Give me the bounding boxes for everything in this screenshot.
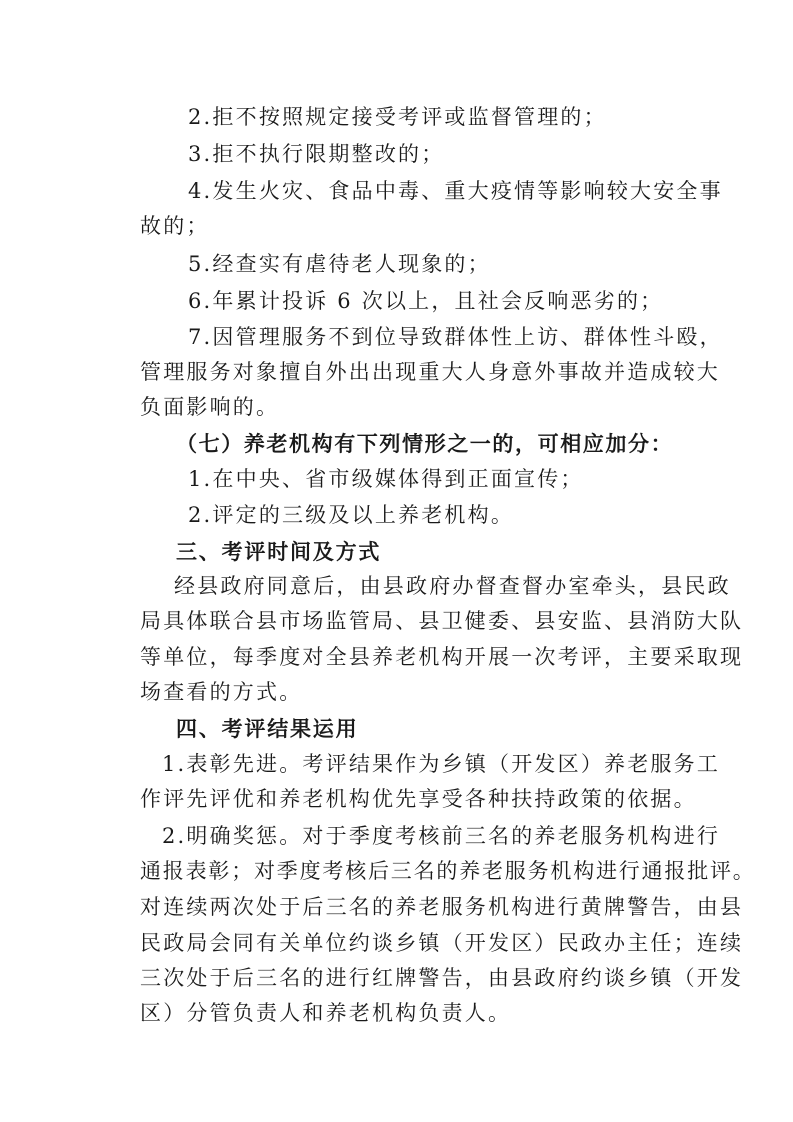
item-4-continuation: 故的； [140,214,210,238]
section-3-paragraph-line-2: 局具体联合县市场监管局、县卫健委、县安监、县消防大队 [140,609,744,633]
result-item-2-line-3: 对连续两次处于后三名的养老服务机构进行黄牌警告，由县 [140,895,744,919]
section-7-heading: （七）养老机构有下列情形之一的，可相应加分： [176,432,674,456]
result-item-2-line-2: 通报表彰；对季度考核后三名的养老服务机构进行通报批评。 [140,859,756,883]
result-item-2-line-4: 民政局会同有关单位约谈乡镇（开发区）民政办主任；连续 [140,931,744,955]
bonus-item-1: 1.在中央、省市级媒体得到正面宣传； [188,467,584,491]
item-7-management-failure: 7.因管理服务不到位导致群体性上访、群体性斗殴， [188,325,723,349]
section-4-heading: 四、考评结果运用 [176,717,359,741]
section-3-paragraph-line-3: 等单位，每季度对全县养老机构开展一次考评，主要采取现 [140,645,744,669]
section-3-paragraph-line-1: 经县政府同意后，由县政府办督查督办室牵头，县民政 [174,574,731,598]
item-7-continuation-2: 负面影响的。 [140,395,280,419]
item-7-continuation-1: 管理服务对象擅自外出出现重大人身意外事故并造成较大 [140,360,720,384]
result-item-1-line-1: 1.表彰先进。考评结果作为乡镇（开发区）养老服务工 [162,752,721,776]
result-item-2-line-5: 三次处于后三名的进行红牌警告，由县政府约谈乡镇（开发 [140,966,744,990]
result-item-2-line-1: 2.明确奖惩。对于季度考核前三名的养老服务机构进行 [162,824,721,848]
section-3-heading: 三、考评时间及方式 [176,540,382,564]
item-6-complaints: 6.年累计投诉 6 次以上，且社会反响恶劣的； [188,289,664,313]
item-5-elder-abuse: 5.经查实有虐待老人现象的； [188,252,491,276]
bonus-item-2: 2.评定的三级及以上养老机构。 [188,503,515,527]
item-4-safety-accident: 4.发生火灾、食品中毒、重大疫情等影响较大安全事 [188,179,723,203]
item-3-refuse-rectification: 3.拒不执行限期整改的； [188,142,445,166]
result-item-1-line-2: 作评先评优和养老机构优先享受各种扶持政策的依据。 [140,787,697,811]
item-2-refuse-evaluation: 2.拒不按照规定接受考评或监督管理的； [188,105,607,129]
result-item-2-line-6: 区）分管负责人和养老机构负责人。 [140,1001,512,1025]
section-3-paragraph-line-4: 场查看的方式。 [140,680,303,704]
